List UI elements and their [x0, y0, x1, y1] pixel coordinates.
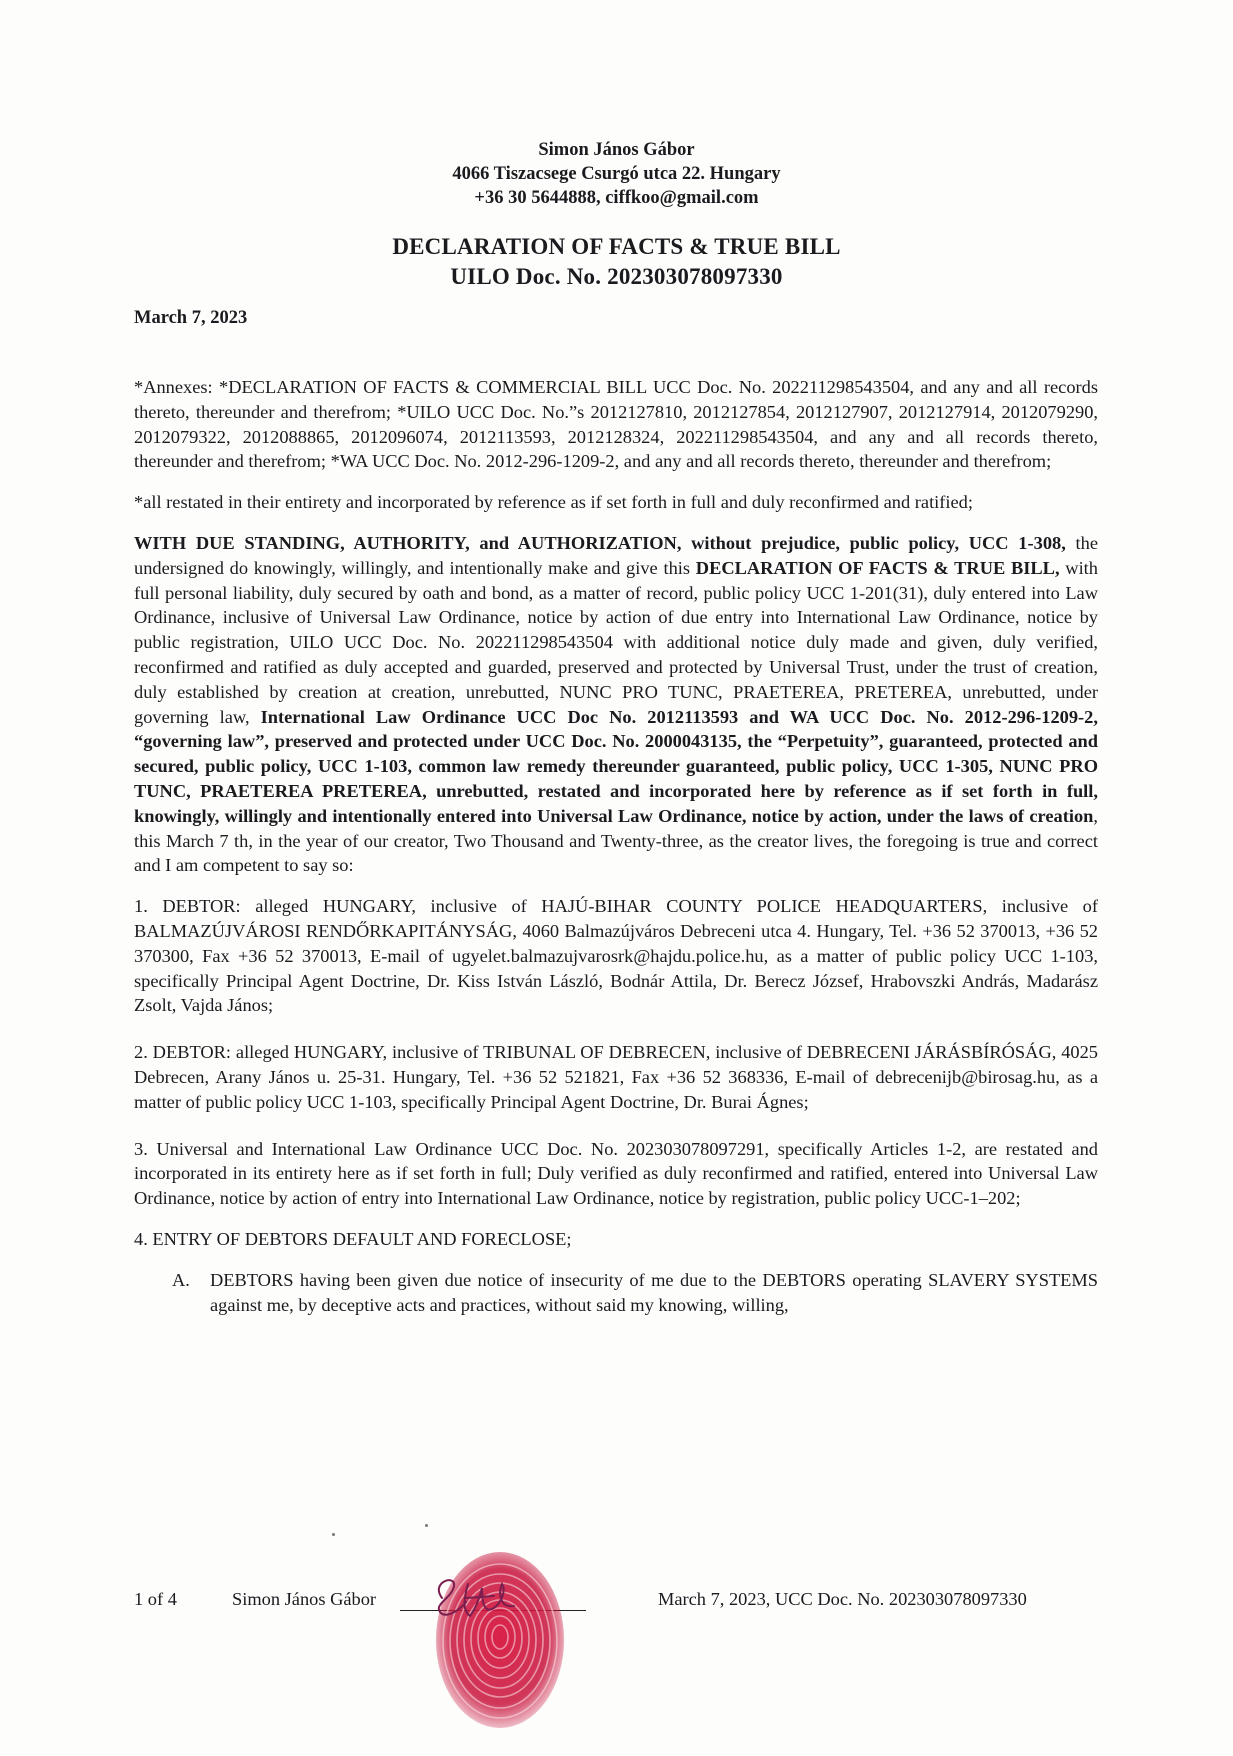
main-bold-1: WITH DUE STANDING, AUTHORITY, and AUTHORIZATION, without prejudice, public policy, UCC 1-308, — [134, 532, 1066, 553]
restated-paragraph: *all restated in their entirety and incorporated by reference as if set forth in full and duly reconfirmed and ratified; — [134, 492, 973, 513]
item-a-label: A. — [172, 1269, 190, 1290]
document-title — [0, 232, 1233, 292]
sender-name: Simon János Gábor — [538, 140, 695, 160]
main-declaration-paragraph — [134, 531, 1098, 878]
main-text-3: , this March 7 th, in the year of our creator, Two Thousand and Twenty-three, as the creator lives, the foregoing is true and correct and I am competent to say so: — [134, 805, 1098, 876]
annexes-paragraph: *Annexes: *DECLARATION OF FACTS & COMMERCIAL BILL UCC Doc. No. 202211298543504, and any and all records thereto, thereunder and therefrom; *UILO UCC Doc. No.”s 2012127810, 2012127854, 2012127907, 2012127914, 2012079290, 2012079322, 2012088865, 2012096074, 2012113593, 2012128324, 202211298543504, and any and all records thereto, thereunder and therefrom; *WA UCC Doc. No. 2012-296-1209-2, and any and all records thereto, thereunder and therefrom; — [134, 377, 1098, 472]
main-bold-2: DECLARATION OF FACTS & TRUE BILL, — [695, 557, 1060, 578]
sender-header — [0, 138, 1233, 210]
item-a-paragraph — [172, 1268, 1098, 1318]
item-3-paragraph: 3. Universal and International Law Ordinance UCC Doc. No. 202303078097291, specifically Articles 1-2, are restated and incorporated in its entirety here as if set forth in full; Duly verified as duly reconfirmed and ratified, entered into Universal Law Ordinance, notice by action of entry into International Law Ordinance, notice by registration, public policy UCC-1–202; — [134, 1138, 1098, 1209]
stray-mark — [332, 1533, 335, 1536]
handwritten-signature-icon — [410, 1568, 560, 1628]
document-date: March 7, 2023 — [134, 308, 248, 328]
footer-reference: March 7, 2023, UCC Doc. No. 202303078097330 — [658, 1589, 1027, 1609]
title-doc-number: UILO Doc. No. 202303078097330 — [450, 264, 783, 289]
document-body — [134, 375, 1098, 1317]
page-number: 1 of 4 — [134, 1589, 177, 1609]
stray-mark — [425, 1524, 428, 1527]
main-text-2: with full personal liability, duly secured by oath and bond, as a matter of record, public policy UCC 1-201(31), duly entered into Law Ordinance, inclusive of Universal Law Ordinance, notice by action of due entry into International Law Ordinance, notice by public registration, UILO UCC Doc. No. 202211298543504 with additional notice duly made and given, duly verified, reconfirmed and ratified as duly accepted and guarded, preserved and protected by Universal Trust, under the trust of creation, duly established by creation at creation, unrebutted, NUNC PRO TUNC, PRAETEREA, PRETEREA, unrebutted, under governing law, — [134, 557, 1098, 727]
item-a-text: DEBTORS having been given due notice of insecurity of me due to the DEBTORS operating SLAVERY SYSTEMS against me, by deceptive acts and practices, without said my knowing, willing, — [210, 1269, 1098, 1315]
main-bold-3: International Law Ordinance UCC Doc No. 2012113593 and WA UCC Doc. No. 2012-296-1209-2, “governing law”, preserved and protected under UCC Doc. No. 2000043135, the “Perpetuity”, guaranteed, protected and secured, public policy, UCC 1-103, common law remedy thereunder guaranteed, public policy, UCC 1-305, NUNC PRO TUNC, PRAETEREA PRETEREA, unrebutted, restated and incorporated here by reference as if set forth in full, knowingly, willingly and intentionally entered into Universal Law Ordinance, notice by action, under the laws of creation — [134, 706, 1098, 826]
sender-contact: +36 30 5644888, ciffkoo@gmail.com — [474, 188, 759, 208]
sender-address: 4066 Tiszacsege Csurgó utca 22. Hungary — [452, 164, 781, 184]
debtor-2-paragraph: 2. DEBTOR: alleged HUNGARY, inclusive of TRIBUNAL OF DEBRECEN, inclusive of DEBRECENI JÁRÁSBÍRÓSÁG, 4025 Debrecen, Arany János u. 25-31. Hungary, Tel. +36 52 521821, Fax +36 52 368336, E-mail of debrecenijb@birosag.hu, as a matter of public policy UCC 1-103, specifically Principal Agent Doctrine, Dr. Burai Ágnes; — [134, 1042, 1098, 1112]
footer-signer-name: Simon János Gábor — [232, 1589, 377, 1609]
main-text-1: the undersigned do knowingly, willingly, and intentionally make and give this — [134, 532, 1098, 578]
debtor-1-paragraph: 1. DEBTOR: alleged HUNGARY, inclusive of HAJÚ-BIHAR COUNTY POLICE HEADQUARTERS, inclusive of BALMAZÚJVÁROSI RENDŐRKAPITÁNYSÁG, 4060 Balmazújváros Debreceni utca 4. Hungary, Tel. +36 52 370013, +36 52 370300, Fax +36 52 370013, E-mail of ugyelet.balmazujvarosrk@hajdu.police.hu, as a matter of public policy UCC 1-103, specifically Principal Agent Doctrine, Dr. Kiss István László, Bodnár Attila, Dr. Berecz József, Hrabovszki András, Madarász Zsolt, Vajda János; — [134, 896, 1098, 1016]
item-4-heading: 4. ENTRY OF DEBTORS DEFAULT AND FORECLOSE; — [134, 1228, 572, 1249]
title-line-1: DECLARATION OF FACTS & TRUE BILL — [392, 234, 841, 259]
